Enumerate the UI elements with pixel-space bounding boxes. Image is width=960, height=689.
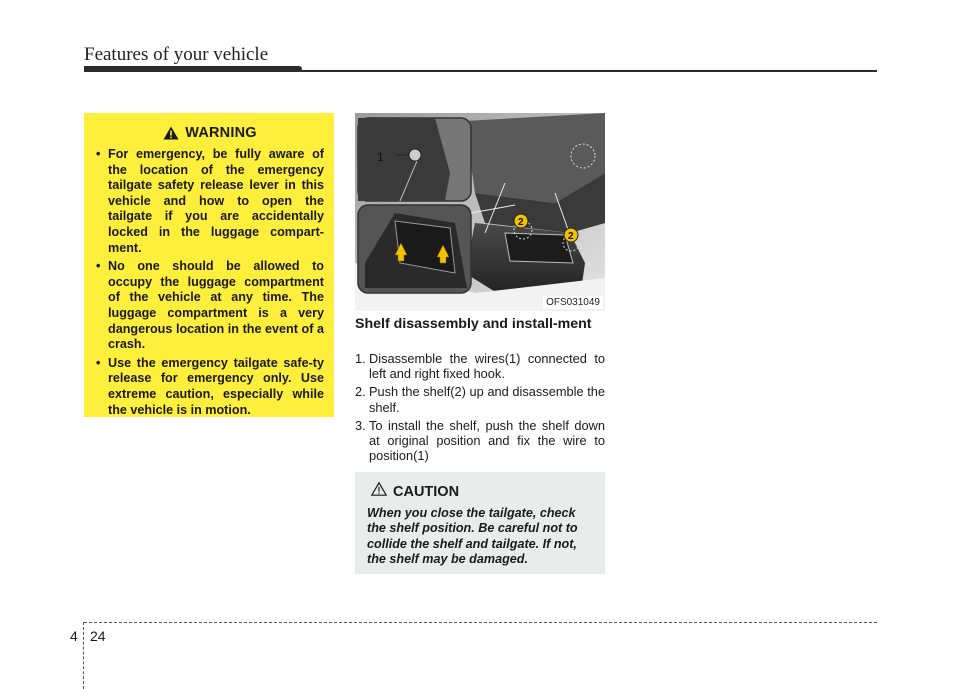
warning-item: • No one should be allowed to occupy the luggage compartment of the vehicle at any time. The luggage compartment is a very dangerous location in the event of a crash. [96, 259, 324, 353]
footer-divider [83, 622, 84, 689]
caution-box [355, 472, 605, 574]
callout-2b: 2 [568, 231, 574, 242]
section-title: Shelf disassembly and install-ment [355, 316, 592, 332]
chapter-number: 4 [70, 628, 78, 644]
caution-header [371, 482, 597, 501]
step-item [355, 418, 605, 464]
step-number: 2. [355, 384, 366, 400]
shelf-illustration [355, 113, 605, 311]
header-rule [84, 66, 302, 72]
warning-header [96, 125, 324, 141]
step-text: To install the shelf, push the shelf down at original position and fix the wire to position(1) [369, 417, 605, 464]
page-number: 24 [90, 628, 106, 644]
step-number: 1. [355, 351, 366, 366]
page-header-title: Features of your vehicle [84, 44, 269, 65]
step-item [355, 351, 605, 381]
step-item [355, 384, 605, 414]
callout-2a: 2 [518, 217, 524, 228]
callout-1: 1 [377, 150, 384, 164]
step-number: 3. [355, 417, 366, 433]
caution-text: When you close the tailgate, check the shelf position. Be careful not to collide the shelf and tailgate. If not, the shelf may be damaged. [367, 506, 578, 567]
warning-list [96, 147, 324, 418]
warning-box [84, 113, 334, 417]
warning-title: WARNING [185, 125, 257, 141]
footer-rule [84, 622, 877, 623]
warning-triangle-icon [163, 126, 179, 140]
header-rule-thin [300, 70, 877, 72]
steps-list [355, 351, 605, 466]
caution-triangle-icon [371, 482, 387, 501]
warning-item: • For emergency, be fully aware of the location of the emergency tailgate safety release lever in this vehicle and how to open the tailgate if you are accidentally locked in the luggage compart-ment. [96, 147, 324, 256]
figure-code: OFS031049 [543, 296, 603, 309]
warning-item: • Use the emergency tailgate safe-ty release for emergency only. Use extreme caution, especially while the vehicle is in motion. [96, 356, 324, 418]
caution-title: CAUTION [393, 483, 460, 500]
step-text: Disassemble the wires(1) connected to left and right fixed hook. [369, 351, 605, 382]
step-text: Push the shelf(2) up and disassemble the shelf. [369, 384, 605, 415]
